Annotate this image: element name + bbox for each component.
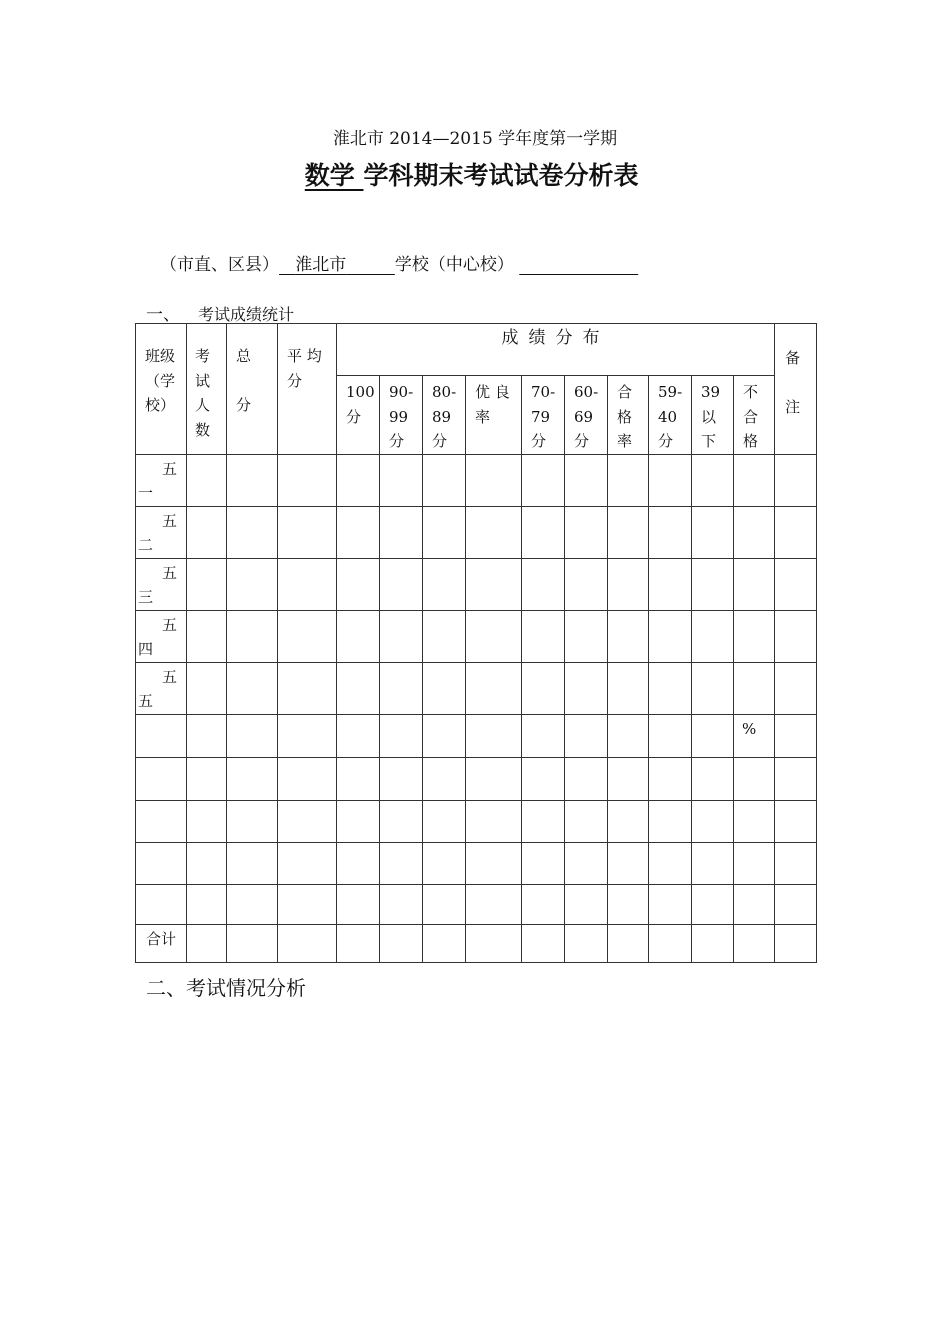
table-cell[interactable] [380, 454, 423, 506]
table-cell[interactable] [466, 662, 522, 714]
header-text-line: 不 [743, 383, 759, 401]
table-cell[interactable] [187, 454, 227, 506]
table-cell[interactable] [522, 924, 565, 962]
table-cell[interactable] [423, 454, 466, 506]
table-row [136, 800, 817, 842]
header-text-line: （学 [145, 371, 176, 390]
table-cell[interactable] [734, 800, 775, 842]
header-text-line: 数 [195, 420, 211, 439]
header-text-line: 总 [236, 347, 252, 365]
header-text-line: 70- [531, 383, 556, 401]
table-cell[interactable] [227, 506, 278, 558]
header-text-line: 79 [531, 407, 551, 426]
table-cell[interactable] [227, 662, 278, 714]
table-cell[interactable] [775, 757, 817, 800]
table-cell[interactable] [734, 757, 775, 800]
table-row [136, 454, 817, 506]
table-cell[interactable] [380, 800, 423, 842]
table-row [136, 714, 817, 757]
header-class [136, 324, 187, 455]
table-cell[interactable] [227, 558, 278, 610]
table-cell[interactable] [649, 924, 692, 962]
header-score-distribution: 成绩分布 [337, 324, 775, 376]
table-cell[interactable] [565, 714, 608, 757]
header-text-line: 分 [574, 432, 590, 450]
table-cell[interactable] [337, 924, 380, 962]
table-cell[interactable] [565, 454, 608, 506]
table-cell[interactable] [423, 800, 466, 842]
table-cell[interactable] [734, 924, 775, 962]
table-cell[interactable] [423, 714, 466, 757]
table-cell[interactable] [227, 610, 278, 662]
header-text-line: 100 [346, 383, 375, 401]
table-cell[interactable] [278, 506, 337, 558]
table-cell[interactable] [423, 924, 466, 962]
table-cell[interactable] [278, 842, 337, 884]
table-cell[interactable] [775, 714, 817, 757]
table-cell[interactable] [692, 662, 734, 714]
table-cell[interactable] [649, 884, 692, 924]
header-text-line: 备 [785, 349, 801, 367]
table-cell[interactable] [466, 610, 522, 662]
table-cell[interactable] [608, 800, 649, 842]
header-text-line: 39 [701, 383, 721, 401]
header-text-line: 分 [346, 407, 362, 426]
table-cell[interactable] [649, 842, 692, 884]
table-cell[interactable] [187, 757, 227, 800]
header-text-line: 分 [236, 395, 252, 414]
table-row [136, 662, 817, 714]
table-cell[interactable] [775, 558, 817, 610]
table-cell[interactable] [380, 924, 423, 962]
header-100 [337, 376, 380, 455]
table-cell[interactable] [734, 884, 775, 924]
table-row [136, 842, 817, 884]
table-cell[interactable] [337, 714, 380, 757]
header-90-99 [380, 376, 423, 455]
class-label: 五 四 [136, 610, 187, 662]
table-cell[interactable] [278, 610, 337, 662]
header-average [278, 324, 337, 455]
class-label: 五 三 [136, 558, 187, 610]
header-text-line: 分 [287, 371, 303, 390]
table-cell[interactable] [775, 610, 817, 662]
header-pass-rate [608, 376, 649, 455]
table-cell[interactable] [734, 454, 775, 506]
table-cell[interactable] [775, 506, 817, 558]
section-1-title: 考试成绩统计 [198, 305, 295, 324]
table-cell[interactable] [692, 842, 734, 884]
table-cell[interactable] [423, 757, 466, 800]
header-text-line: 60- [574, 383, 599, 401]
table-cell[interactable] [337, 454, 380, 506]
school-info-line [160, 250, 638, 275]
table-cell[interactable] [337, 558, 380, 610]
table-cell[interactable] [227, 884, 278, 924]
header-60-69 [565, 376, 608, 455]
table-cell[interactable] [278, 757, 337, 800]
table-cell[interactable] [565, 506, 608, 558]
table-cell[interactable] [649, 800, 692, 842]
table-cell[interactable] [187, 714, 227, 757]
table-cell[interactable] [466, 757, 522, 800]
table-cell[interactable] [227, 842, 278, 884]
school-value-field [519, 255, 638, 275]
table-cell[interactable] [692, 506, 734, 558]
table-cell[interactable] [608, 454, 649, 506]
table-cell[interactable] [423, 558, 466, 610]
table-cell[interactable] [423, 884, 466, 924]
table-cell[interactable] [423, 662, 466, 714]
table-cell[interactable] [522, 454, 565, 506]
table-cell[interactable] [136, 757, 187, 800]
header-text-line: 分 [531, 432, 547, 450]
table-cell[interactable] [565, 842, 608, 884]
table-cell[interactable] [565, 924, 608, 962]
header-text-line: 考 [195, 347, 211, 365]
table-cell[interactable] [380, 662, 423, 714]
header-exam-count [187, 324, 227, 455]
table-cell[interactable] [734, 610, 775, 662]
table-cell[interactable] [692, 924, 734, 962]
header-text-line: 格 [743, 432, 759, 450]
header-text-line: 90- [389, 383, 414, 401]
table-cell[interactable] [278, 800, 337, 842]
header-80-89 [423, 376, 466, 455]
table-cell[interactable] [522, 714, 565, 757]
header-text-line: 注 [785, 397, 801, 416]
table-cell[interactable] [522, 506, 565, 558]
table-cell[interactable] [466, 454, 522, 506]
header-text-line: 下 [701, 432, 717, 450]
table-cell[interactable] [565, 884, 608, 924]
header-text-line: 合 [617, 383, 633, 401]
table-cell[interactable] [649, 506, 692, 558]
table-cell[interactable] [278, 884, 337, 924]
table-cell[interactable] [136, 884, 187, 924]
section-1-heading [146, 300, 294, 325]
table-cell[interactable] [565, 800, 608, 842]
header-text-line: 格 [617, 407, 633, 426]
header-text-line: 合 [743, 407, 759, 426]
table-cell[interactable] [608, 662, 649, 714]
table-cell[interactable] [187, 842, 227, 884]
table-cell[interactable] [734, 842, 775, 884]
table-cell[interactable] [466, 800, 522, 842]
table-cell[interactable] [565, 610, 608, 662]
table-cell[interactable] [278, 924, 337, 962]
table-cell[interactable] [565, 558, 608, 610]
table-cell[interactable] [278, 662, 337, 714]
table-cell[interactable] [337, 662, 380, 714]
subject-name: 数学 [304, 161, 364, 190]
table-cell[interactable] [423, 506, 466, 558]
table-cell[interactable] [775, 842, 817, 884]
table-cell[interactable] [522, 842, 565, 884]
table-cell[interactable] [608, 924, 649, 962]
table-cell[interactable] [187, 924, 227, 962]
table-cell[interactable] [608, 610, 649, 662]
table-cell[interactable] [692, 558, 734, 610]
table-cell[interactable] [380, 714, 423, 757]
score-statistics-table [135, 323, 817, 963]
school-label: 学校（中心校） [394, 255, 514, 275]
header-total-score [227, 324, 278, 455]
table-cell[interactable] [775, 454, 817, 506]
header-59-40 [649, 376, 692, 455]
table-cell[interactable] [649, 714, 692, 757]
header-excellent-rate [466, 376, 522, 455]
header-text-line: 校） [145, 396, 176, 414]
table-cell[interactable] [522, 884, 565, 924]
table-cell[interactable] [380, 842, 423, 884]
table-cell[interactable] [337, 800, 380, 842]
title-rest: 学科期末考试试卷分析表 [363, 161, 639, 190]
header-text-line: 分 [432, 432, 448, 450]
table-cell[interactable] [522, 558, 565, 610]
header-fail [734, 376, 775, 455]
table-cell[interactable] [775, 924, 817, 962]
class-label: 五 五 [136, 662, 187, 714]
table-row [136, 757, 817, 800]
table-cell[interactable] [337, 506, 380, 558]
header-70-79 [522, 376, 565, 455]
table-cell[interactable] [692, 610, 734, 662]
section-2-heading: 二、考试情况分析 [146, 976, 306, 1000]
table-row [136, 506, 817, 558]
header-text-line: 平 均 [287, 347, 322, 365]
table-cell[interactable] [136, 842, 187, 884]
table-cell[interactable] [278, 714, 337, 757]
header-text-line: 分 [658, 432, 674, 450]
table-cell[interactable] [337, 610, 380, 662]
table-cell[interactable] [466, 884, 522, 924]
table-cell[interactable] [423, 610, 466, 662]
table-cell[interactable] [187, 884, 227, 924]
table-cell[interactable] [187, 662, 227, 714]
table-cell[interactable] [522, 757, 565, 800]
table-cell[interactable] [337, 757, 380, 800]
header-text-line: 人 [195, 396, 211, 414]
table-cell[interactable] [423, 842, 466, 884]
table-cell[interactable] [608, 558, 649, 610]
table-cell[interactable] [187, 610, 227, 662]
table-cell[interactable] [136, 800, 187, 842]
district-value-field: 淮北市 [295, 255, 347, 275]
table-cell[interactable] [380, 558, 423, 610]
table-cell[interactable] [775, 662, 817, 714]
header-39-below [692, 376, 734, 455]
table-cell[interactable] [227, 924, 278, 962]
table-cell[interactable] [775, 800, 817, 842]
table-cell[interactable] [278, 454, 337, 506]
table-cell[interactable] [565, 757, 608, 800]
table-cell[interactable] [466, 924, 522, 962]
header-text-line: 率 [617, 432, 633, 450]
table-row [136, 610, 817, 662]
table-cell[interactable] [278, 558, 337, 610]
header-text-line: 80- [432, 383, 457, 401]
header-text-line: 69 [574, 407, 594, 426]
table-cell[interactable] [608, 757, 649, 800]
header-text-line: 优 良 [475, 383, 510, 401]
table-cell[interactable] [608, 884, 649, 924]
table-cell[interactable] [608, 506, 649, 558]
table-cell[interactable] [380, 884, 423, 924]
table-row [136, 884, 817, 924]
table-cell[interactable] [649, 610, 692, 662]
table-cell[interactable] [734, 558, 775, 610]
class-label: 五 二 [136, 506, 187, 558]
table-cell[interactable] [692, 714, 734, 757]
header-text-line: 40 [658, 407, 678, 426]
table-cell[interactable] [522, 610, 565, 662]
total-row [136, 924, 817, 962]
table-cell[interactable] [466, 842, 522, 884]
table-cell[interactable] [692, 757, 734, 800]
table-cell[interactable] [337, 884, 380, 924]
header-text-line: 89 [432, 407, 452, 426]
table-cell[interactable] [522, 662, 565, 714]
header-text-line: 班级 [145, 347, 176, 365]
table-cell[interactable] [649, 454, 692, 506]
table-cell[interactable] [466, 714, 522, 757]
table-cell[interactable] [227, 757, 278, 800]
header-remarks [775, 324, 817, 455]
table-cell[interactable] [337, 842, 380, 884]
table-cell[interactable] [775, 884, 817, 924]
section-1-number: 一、 [146, 305, 180, 325]
header-text-line: 99 [389, 407, 409, 426]
table-cell[interactable] [136, 714, 187, 757]
table-cell[interactable] [649, 757, 692, 800]
document-subtitle: 淮北市 2014—2015 学年度第一学期 [332, 129, 618, 149]
table-cell[interactable] [466, 506, 522, 558]
table-cell[interactable] [692, 800, 734, 842]
total-label: 合计 [136, 924, 187, 962]
table-cell[interactable] [187, 558, 227, 610]
table-cell[interactable] [187, 506, 227, 558]
table-cell[interactable] [608, 842, 649, 884]
table-cell[interactable] [466, 558, 522, 610]
header-text-line: 率 [475, 407, 491, 426]
table-cell[interactable] [380, 757, 423, 800]
table-cell[interactable] [522, 800, 565, 842]
header-text-line: 以 [701, 407, 717, 426]
table-cell[interactable] [227, 454, 278, 506]
table-cell[interactable] [565, 662, 608, 714]
table-cell[interactable] [734, 662, 775, 714]
table-cell[interactable] [734, 506, 775, 558]
table-cell[interactable] [649, 662, 692, 714]
table-cell[interactable] [608, 714, 649, 757]
document-title [0, 156, 890, 192]
header-text-line: 试 [195, 371, 211, 390]
table-cell[interactable] [380, 506, 423, 558]
table-cell[interactable] [227, 800, 278, 842]
table-cell[interactable] [692, 454, 734, 506]
table-cell[interactable] [649, 558, 692, 610]
header-text-line: 分 [389, 432, 405, 450]
table-cell[interactable] [227, 714, 278, 757]
table-cell[interactable] [692, 884, 734, 924]
table-row [136, 558, 817, 610]
table-cell[interactable] [187, 800, 227, 842]
class-label: 五 一 [136, 454, 187, 506]
table-cell[interactable] [380, 610, 423, 662]
header-text-line: 59- [658, 383, 683, 401]
percent-mark: % [734, 714, 775, 757]
district-label: （市直、区县） [160, 255, 279, 275]
